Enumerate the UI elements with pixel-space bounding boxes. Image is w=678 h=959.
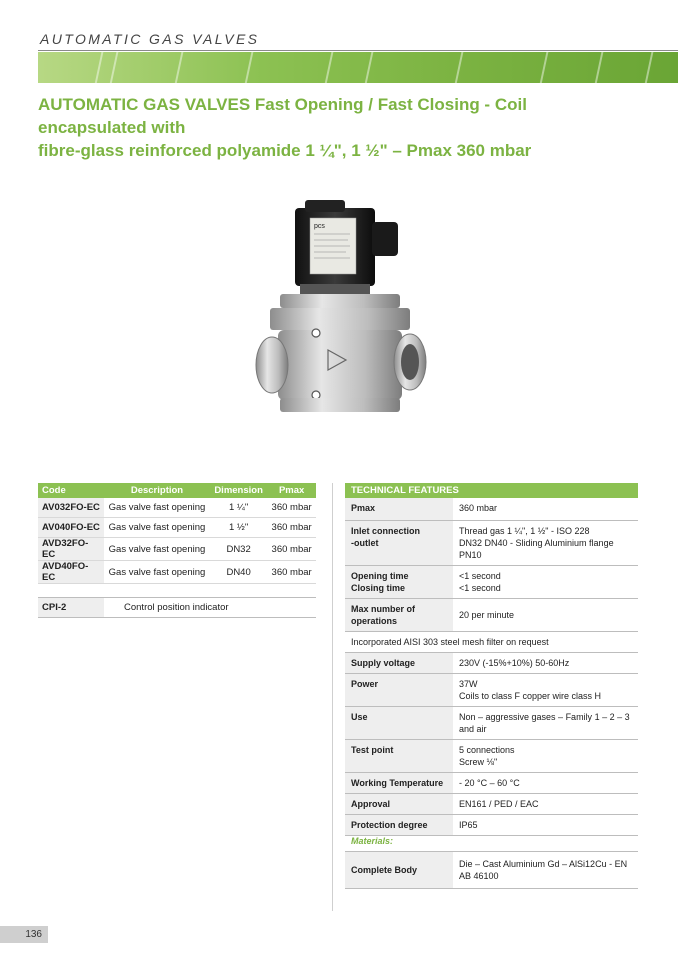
- protection-degree-label: Protection degree: [345, 815, 453, 836]
- materials-title: Materials:: [351, 836, 394, 846]
- dimension-cell: DN40: [210, 561, 267, 584]
- technical-features-table: [345, 483, 638, 836]
- page-number: 136: [0, 926, 48, 943]
- code-cell: AV032FO-EC: [38, 498, 104, 518]
- section-label: AUTOMATIC GAS VALVES: [40, 31, 260, 47]
- page-title-line-2: fibre-glass reinforced polyamide 1 ¼", 1 ½" – Pmax 360 mbar: [38, 141, 532, 160]
- pmax-cell: 360 mbar: [267, 518, 316, 538]
- valve-brand-label: pcs: [314, 223, 325, 230]
- green-banner: [38, 52, 678, 83]
- power-value-line-2: Coils to class F copper wire class H: [459, 691, 602, 701]
- table-row: [38, 518, 316, 538]
- test-point-label: Test point: [345, 740, 453, 773]
- timing-label: [345, 566, 453, 599]
- approval-value: EN161 / PED / EAC: [453, 794, 638, 815]
- header-rule: [38, 50, 678, 51]
- table-row: [345, 521, 638, 566]
- use-label: Use: [345, 707, 453, 740]
- col-header-dimension: Dimension: [210, 483, 267, 498]
- test-point-value-line-2: Screw ⅛": [459, 757, 498, 767]
- opening-time-value: <1 second: [459, 571, 501, 581]
- table-row: [345, 852, 638, 889]
- code-cell: AVD40FO-EC: [38, 561, 104, 584]
- table-row: [38, 498, 316, 518]
- table-row: [345, 707, 638, 740]
- power-value: [453, 674, 638, 707]
- codes-header-row: [38, 483, 316, 498]
- col-header-code: Code: [38, 483, 104, 498]
- inlet-label-line-1: Inlet connection: [351, 526, 421, 536]
- col-header-description: Description: [104, 483, 210, 498]
- protection-degree-value: IP65: [453, 815, 638, 836]
- use-value: Non – aggressive gases – Family 1 – 2 – 3 and air: [453, 707, 638, 740]
- table-row: [345, 740, 638, 773]
- description-cell: Gas valve fast opening: [104, 498, 210, 518]
- inlet-value: [453, 521, 638, 566]
- supply-voltage-label: Supply voltage: [345, 653, 453, 674]
- gas-valve-image: [250, 190, 440, 420]
- table-row: [345, 498, 638, 521]
- max-operations-label: Max number of operations: [345, 599, 453, 632]
- closing-time-value: <1 second: [459, 583, 501, 593]
- complete-body-value: Die – Cast Aluminium Gd – AlSi12Cu - EN AB 46100: [453, 852, 638, 889]
- materials-table: [345, 851, 638, 889]
- table-row: [345, 794, 638, 815]
- pmax-label: Pmax: [345, 498, 453, 521]
- page-title: [38, 93, 638, 162]
- inlet-label-line-2: -outlet: [351, 538, 379, 548]
- table-row: [345, 674, 638, 707]
- accessory-table: [38, 597, 316, 618]
- inlet-label: [345, 521, 453, 566]
- accessory-code: CPI-2: [38, 598, 104, 618]
- supply-voltage-value: 230V (-15%+10%) 50-60Hz: [453, 653, 638, 674]
- pmax-cell: 360 mbar: [267, 498, 316, 518]
- approval-label: Approval: [345, 794, 453, 815]
- power-value-line-1: 37W: [459, 679, 478, 689]
- pmax-value: 360 mbar: [453, 498, 638, 521]
- col-header-pmax: Pmax: [267, 483, 316, 498]
- closing-time-label: Closing time: [351, 583, 406, 593]
- table-row: [345, 632, 638, 653]
- table-row: [345, 653, 638, 674]
- table-row: [38, 561, 316, 584]
- table-row: [345, 815, 638, 836]
- table-row: [38, 598, 316, 618]
- table-row: [345, 599, 638, 632]
- power-label: Power: [345, 674, 453, 707]
- description-cell: Gas valve fast opening: [104, 561, 210, 584]
- working-temperature-value: - 20 °C – 60 °C: [453, 773, 638, 794]
- inlet-value-line-2: DN32 DN40 - Sliding Aluminium flange PN10: [459, 538, 614, 560]
- opening-time-label: Opening time: [351, 571, 409, 581]
- dimension-cell: 1 ½": [210, 518, 267, 538]
- table-row: [345, 773, 638, 794]
- filter-note: Incorporated AISI 303 steel mesh filter on request: [345, 632, 638, 653]
- code-cell: AVD32FO-EC: [38, 538, 104, 561]
- page-title-line-1: AUTOMATIC GAS VALVES Fast Opening / Fast Closing - Coil encapsulated with: [38, 95, 527, 137]
- working-temperature-label: Working Temperature: [345, 773, 453, 794]
- pmax-cell: 360 mbar: [267, 561, 316, 584]
- complete-body-label: Complete Body: [345, 852, 453, 889]
- dimension-cell: 1 ¼": [210, 498, 267, 518]
- technical-features-title: TECHNICAL FEATURES: [345, 483, 638, 498]
- test-point-value: [453, 740, 638, 773]
- pmax-cell: 360 mbar: [267, 538, 316, 561]
- codes-table: [38, 483, 316, 584]
- test-point-value-line-1: 5 connections: [459, 745, 515, 755]
- column-divider: [332, 483, 333, 911]
- description-cell: Gas valve fast opening: [104, 518, 210, 538]
- inlet-value-line-1: Thread gas 1 ¼", 1 ½" - ISO 228: [459, 526, 590, 536]
- accessory-description: Control position indicator: [104, 598, 316, 618]
- dimension-cell: DN32: [210, 538, 267, 561]
- table-row: [345, 566, 638, 599]
- table-row: [38, 538, 316, 561]
- max-operations-value: 20 per minute: [453, 599, 638, 632]
- timing-value: [453, 566, 638, 599]
- code-cell: AV040FO-EC: [38, 518, 104, 538]
- description-cell: Gas valve fast opening: [104, 538, 210, 561]
